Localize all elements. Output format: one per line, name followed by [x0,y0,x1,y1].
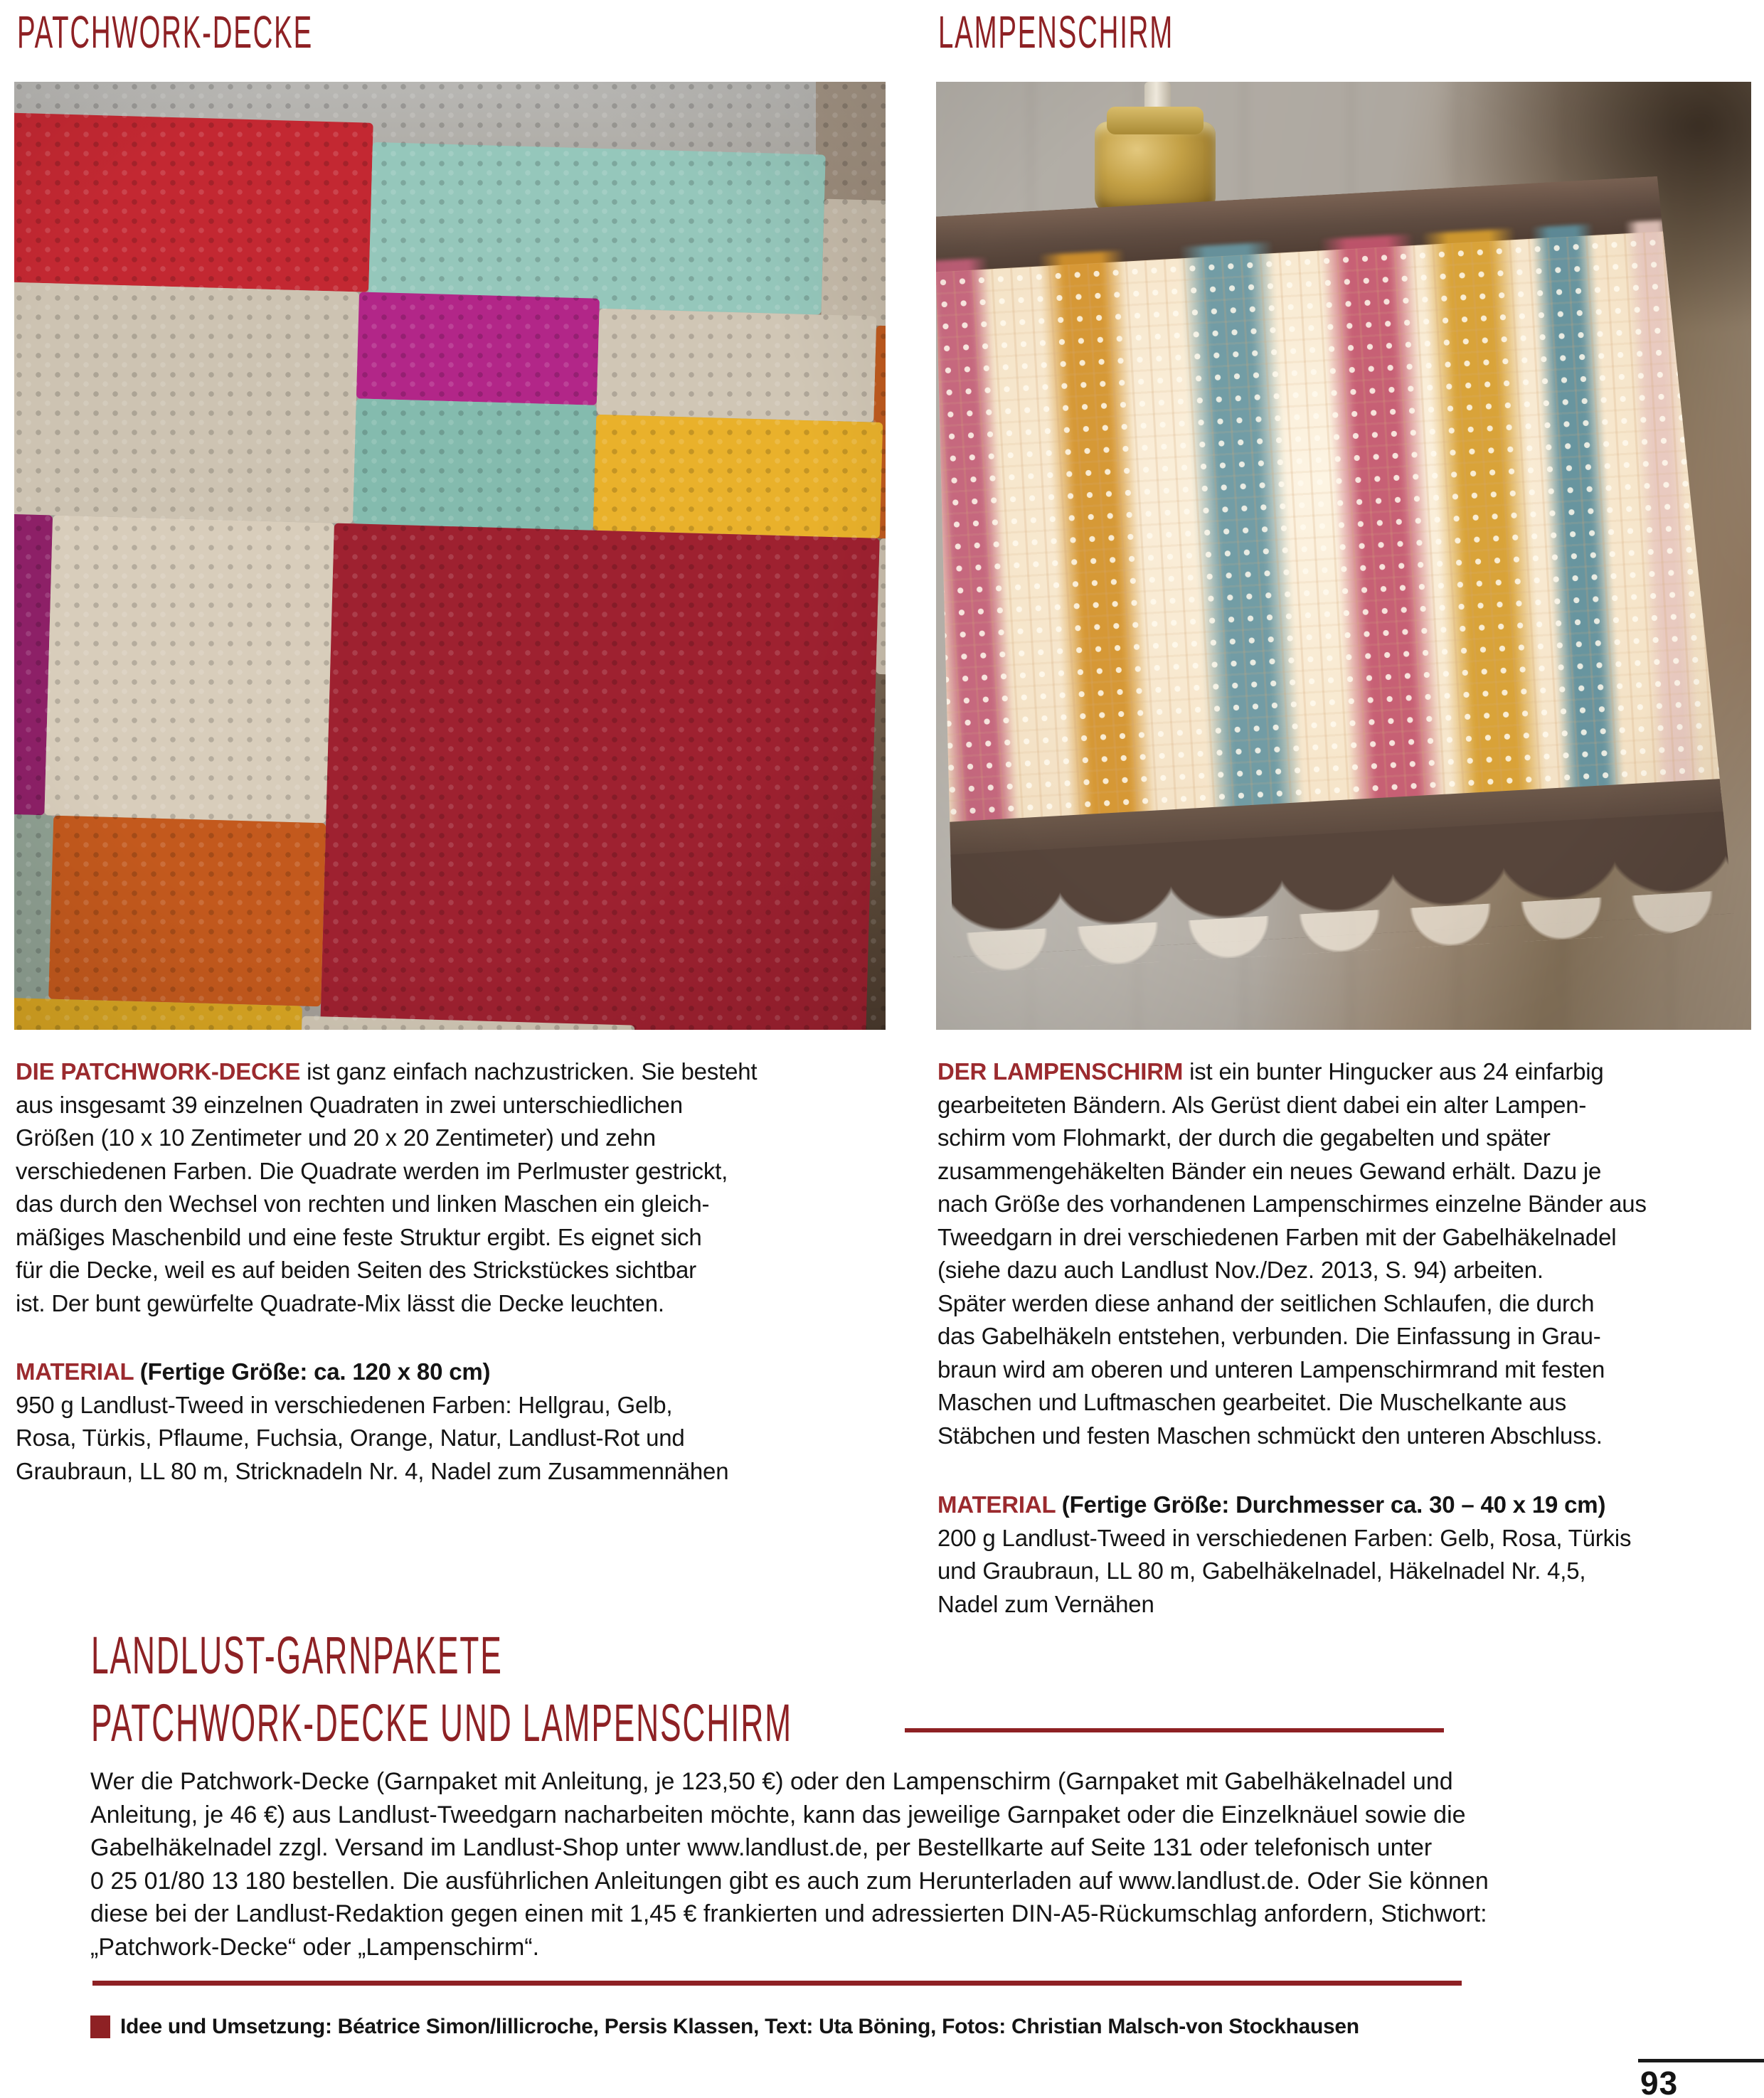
material-heading [16,1356,728,1389]
blanket-patch [14,112,373,292]
material-heading [937,1489,1631,1522]
material-size-note: (Fertige Größe: ca. 120 x 80 cm) [133,1358,491,1385]
garnpakete-paragraph [90,1765,1489,1964]
section-bottom-rule [92,1981,1462,1986]
lampshade-stripe [936,258,1021,858]
text-line: 950 g Landlust-Tweed in verschiedenen Farben: Hellgrau, Gelb, [16,1391,673,1418]
patchwork-lead-rest: ist ganz einfach nachzustricken. Sie besteht [300,1058,758,1085]
text-line: mäßiges Maschenbild und eine feste Struktur ergibt. Es eignet sich [16,1223,702,1250]
page-number: 93 [1640,2065,1679,2098]
text-line: „Patchwork-Decke“ oder „Lampenschirm“. [90,1933,540,1961]
text-line: aus insgesamt 39 einzelnen Quadraten in zwei unterschiedlichen [16,1091,683,1118]
blanket-patch [368,142,825,314]
blanket-patch [49,816,326,1007]
text-line: das durch den Wechsel von rechten und linken Maschen ein gleich- [16,1191,710,1217]
text-line: Rosa, Türkis, Pflaume, Fuchsia, Orange, Natur, Landlust-Rot und [16,1425,685,1451]
text-line: diese bei der Landlust-Redaktion gegen einen mit 1,45 € frankierten und adressierten DIN-A5-Rückumschlag anfordern, Stichwort: [90,1900,1487,1927]
patchwork-material-block [16,1356,728,1488]
text-line: nach Größe des vorhandenen Lampenschirmes einzelne Bänder aus [937,1191,1647,1217]
lampshade-stripe [1179,242,1306,842]
text-line: Graubraun, LL 80 m, Stricknadeln Nr. 4, Nadel zum Zusammennähen [16,1457,729,1484]
text-line: Gabelhäkelnadel zzgl. Versand im Landlust-Shop unter www.landlust.de, per Bestellkarte auf Seite 131 oder telefonisch unter [90,1834,1433,1861]
material-label: MATERIAL [16,1358,134,1385]
lampshade-lead: DER LAMPENSCHIRM [937,1058,1184,1085]
text-line: gearbeiteten Bändern. Als Gerüst dient dabei ein alter Lampen- [937,1091,1587,1118]
text-line: 0 25 01/80 13 180 bestellen. Die ausführlichen Anleitungen gibt es auch zum Herunterladen auf www.landlust.de. Oder Sie können [90,1867,1489,1895]
page-number-rule [1638,2059,1764,2062]
material-size-note: (Fertige Größe: Durchmesser ca. 30 – 40 x 19 cm) [1055,1491,1606,1518]
lampshade-photo [936,82,1751,1030]
text-line: Maschen und Luftmaschen gearbeitet. Die Muschelkante aus [937,1389,1566,1415]
lampshade-material-lines [937,1522,1631,1622]
blanket-patch [45,516,335,823]
blanket-patch [821,198,886,326]
credits-marker-icon [90,2016,110,2038]
lampshade-stripe [1038,250,1158,851]
text-line: verschiedenen Farben. Die Quadrate werden im Perlmuster gestrickt, [16,1157,728,1184]
text-line: braun wird am oberen und unteren Lampenschirmrand mit festen [937,1356,1605,1383]
text-line [937,1055,1647,1089]
blanket-patch [597,309,877,422]
garnpakete-lines [90,1765,1489,1964]
blanket-patch [14,814,54,1030]
text-line: schirm vom Flohmarkt, der durch die gegabelten und später [937,1124,1551,1151]
blanket-patch [14,282,360,524]
credits-line [90,2015,1359,2039]
text-line: Größen (10 x 10 Zentimeter und 20 x 20 Zentimeter) und zehn [16,1124,656,1151]
patchwork-intro-lines [16,1089,757,1321]
blanket-patch [321,523,880,1030]
blanket-patch [354,398,597,531]
text-line: Anleitung, je 46 €) aus Landlust-Tweedgarn nacharbeiten möchte, kann das jeweilige Garnpaket oder die Einzelknäuel sowie die [90,1801,1466,1828]
blanket-patch [357,292,600,405]
text-line: (siehe dazu auch Landlust Nov./Dez. 2013, S. 94) arbeiten. [937,1257,1544,1283]
text-line: das Gabelhäkeln entstehen, verbunden. Die Einfassung in Grau- [937,1323,1601,1349]
heading-patchwork-decke: PATCHWORK-DECKE [17,6,313,58]
text-line: für die Decke, weil es auf beiden Seiten des Strickstückes sichtbar [16,1257,696,1283]
lampshade [936,174,1736,1013]
patchwork-intro-paragraph [16,1055,757,1320]
blanket-patch [593,415,883,538]
stripe-layer [936,230,1727,846]
lampshade-stripe [1531,224,1627,823]
text-line: 200 g Landlust-Tweed in verschiedenen Farben: Gelb, Rosa, Türkis [937,1524,1632,1551]
text-line: zusammengehäkelten Bänder ein neues Gewand erhält. Dazu je [937,1157,1602,1184]
text-line: Später werden diese anhand der seitlichen Schlaufen, die durch [937,1289,1595,1316]
text-line: Wer die Patchwork-Decke (Garnpaket mit Anleitung, je 123,50 €) oder den Lampenschirm (Garnpaket mit Gabelhäkelnadel und [90,1768,1453,1795]
garnpakete-heading-line2: PATCHWORK-DECKE UND LAMPENSCHIRM [91,1693,792,1752]
blanket-patch-layer [14,82,886,1030]
credits-text: Idee und Umsetzung: Béatrice Simon/lillicroche, Persis Klassen, Text: Uta Böning, Fotos: Christian Malsch-von Stockhausen [120,2015,1359,2038]
lampshade-material-block [937,1489,1631,1621]
text-line: Tweedgarn in drei verschiedenen Farben mit der Gabelhäkelnadel [937,1223,1617,1250]
text-line: Nadel zum Vernähen [937,1590,1154,1617]
garnpakete-heading-line1: LANDLUST-GARNPAKETE [91,1626,503,1685]
material-label: MATERIAL [937,1491,1056,1518]
text-line: und Graubraun, LL 80 m, Gabelhäkelnadel, Häkelnadel Nr. 4,5, [937,1557,1586,1584]
patchwork-lead: DIE PATCHWORK-DECKE [16,1058,301,1085]
text-line: Stäbchen und festen Maschen schmückt den unteren Abschluss. [937,1422,1603,1449]
text-line [16,1055,757,1089]
heading-rule [905,1728,1444,1732]
patchwork-material-lines [16,1389,728,1489]
patchwork-blanket-photo [14,82,886,1030]
text-line: ist. Der bunt gewürfelte Quadrate-Mix lässt die Decke leuchten. [16,1289,664,1316]
lampshade-intro-lines [937,1089,1647,1453]
lampshade-intro-paragraph [937,1055,1647,1452]
lampshade-lead-rest: ist ein bunter Hingucker aus 24 einfarbig [1183,1058,1604,1085]
brass-fitting [1095,122,1216,215]
heading-lampenschirm: LAMPENSCHIRM [938,6,1174,58]
shade-body [936,230,1727,846]
